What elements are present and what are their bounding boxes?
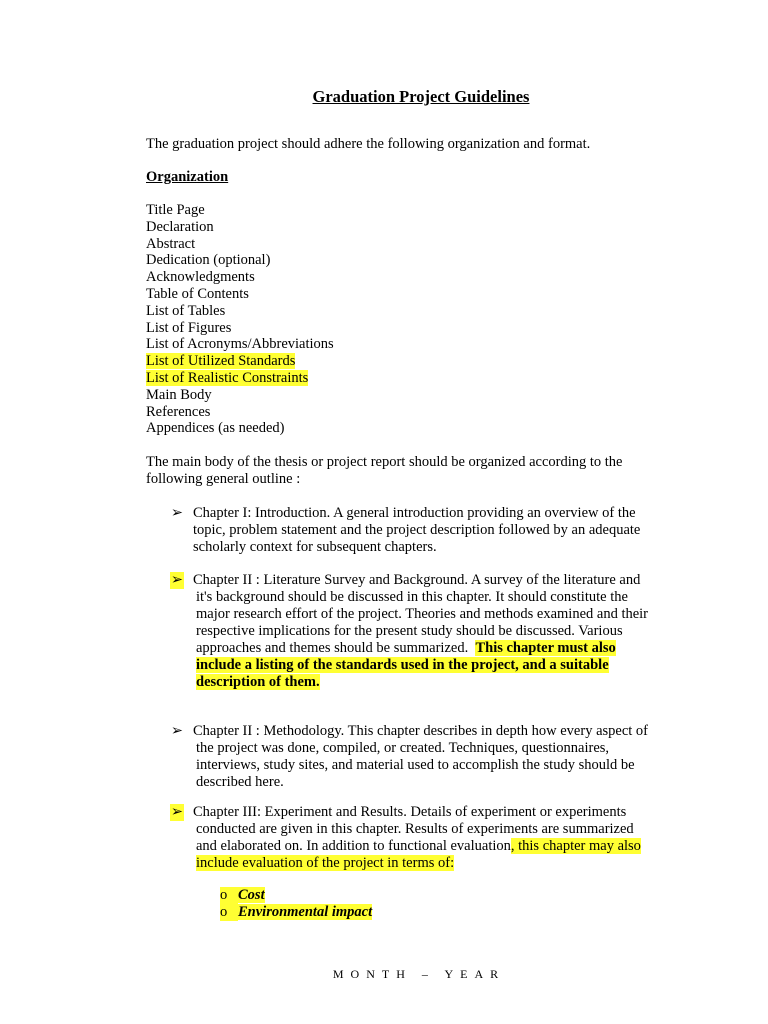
organization-item: Table of Contents (146, 285, 249, 302)
organization-item: Title Page (146, 202, 205, 218)
chapter-line: approaches and themes should be summarized. This chapter must also (196, 640, 616, 656)
chapter-line: major research effort of the project. Theories and methods examined and their (196, 606, 649, 622)
chapter-item (170, 572, 690, 691)
chapter-line: Chapter I: Introduction. A general introduction providing an overview of the (193, 505, 636, 521)
evaluation-item: o Environmental impact (220, 904, 373, 920)
chapter-line: described here. (196, 774, 284, 790)
organization-item: List of Tables (146, 302, 226, 319)
arrow-bullet-icon: ➢ (170, 505, 184, 521)
organization-item: Dedication (optional) (146, 252, 271, 269)
highlighted-text: This chapter must also (475, 640, 616, 656)
organization-item: Declaration (146, 218, 214, 235)
chapter-line: scholarly context for subsequent chapters. (193, 539, 437, 555)
chapter-item (170, 804, 690, 872)
intro-paragraph: The graduation project should adhere the following organization and format. (146, 136, 591, 152)
chapter-line (193, 674, 690, 691)
outline-intro (146, 454, 686, 488)
organization-item: Abstract (146, 235, 196, 252)
circle-bullet-icon: o (220, 904, 238, 921)
chapter-line: interviews, study sites, and material used to accomplish the study should be (196, 757, 635, 773)
chapter-item (170, 505, 690, 556)
organization-item-highlighted: List of Realistic Constraints (146, 369, 309, 386)
highlighted-text: include evaluation of the project in terms of: (196, 855, 455, 871)
chapter-line: topic, problem statement and the project description followed by an adequate (193, 522, 641, 538)
evaluation-list (220, 887, 372, 921)
organization-heading: Organization (146, 169, 229, 185)
chapter-line: and elaborated on. In addition to functional evaluation, this chapter may also (196, 838, 641, 854)
arrow-bullet-icon: ➢ (170, 804, 184, 820)
organization-item: List of Figures (146, 319, 232, 336)
organization-item: References (146, 403, 211, 420)
arrow-bullet-icon: ➢ (170, 572, 184, 588)
organization-item: List of Acronyms/Abbreviations (146, 336, 334, 353)
chapter-line (193, 657, 690, 674)
arrow-bullet-icon: ➢ (170, 723, 184, 739)
chapter-line: conducted are given in this chapter. Results of experiments are summarized (196, 821, 634, 837)
organization-item: Main Body (146, 386, 212, 403)
highlighted-text: description of them. (196, 674, 320, 690)
organization-item: Acknowledgments (146, 269, 255, 286)
evaluation-item: o Cost (220, 887, 265, 903)
outline-intro-line: following general outline : (146, 471, 301, 487)
chapter-item (170, 723, 690, 791)
highlighted-text: , this chapter may also (510, 838, 641, 854)
chapter-line: Chapter II : Literature Survey and Background. A survey of the literature and (193, 572, 641, 588)
organization-item-highlighted: List of Utilized Standards (146, 353, 296, 370)
outline-intro-line: The main body of the thesis or project report should be organized according to the (146, 454, 623, 470)
organization-item: Appendices (as needed) (146, 420, 285, 437)
chapter-line: Chapter II : Methodology. This chapter describes in depth how every aspect of (193, 723, 649, 739)
organization-list (146, 202, 334, 437)
page-title: Graduation Project Guidelines (312, 87, 530, 106)
page-footer: MONTH – YEAR (332, 967, 506, 981)
circle-bullet-icon: o (220, 887, 238, 904)
chapter-line: Chapter III: Experiment and Results. Details of experiment or experiments (193, 804, 627, 820)
highlighted-text: include a listing of the standards used in the project, and a suitable (196, 657, 609, 673)
chapter-line: the project was done, compiled, or created. Techniques, questionnaires, (196, 740, 610, 756)
chapter-line: respective implications for the present study should be discussed. Various (196, 623, 623, 639)
chapter-line: it's background should be discussed in this chapter. It should constitute the (196, 589, 628, 605)
chapter-line (193, 855, 690, 872)
